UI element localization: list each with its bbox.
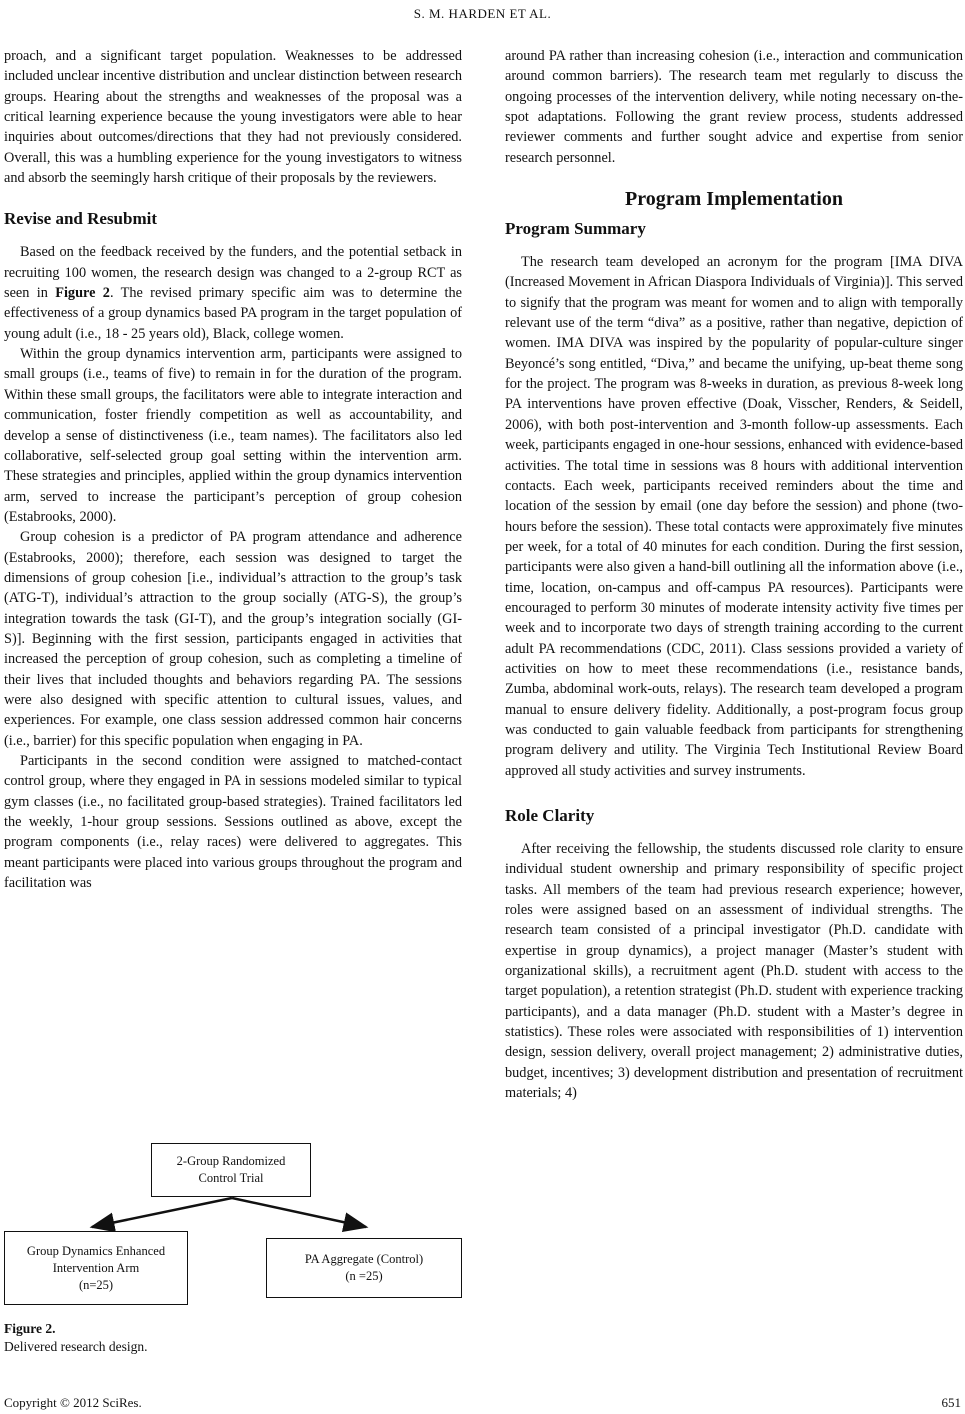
box-randomized-trial: [151, 1143, 311, 1197]
box-line: Control Trial: [198, 1171, 264, 1185]
heading-role-clarity: Role Clarity: [505, 806, 595, 825]
box-line: PA Aggregate (Control): [304, 1252, 424, 1266]
box-line: 2-Group Randomized: [176, 1154, 286, 1168]
arrow-to-control: [232, 1198, 366, 1227]
figure-reference: Figure 2: [55, 285, 110, 302]
running-head: S. M. HARDEN ET AL.: [413, 6, 552, 21]
footer-page-number: 651: [941, 1395, 961, 1410]
text-segment: Based on the feedback received by the funders, and the potential setback in recruiting 100 women, the research design was changed to a 2-group RCT as seen in: [4, 244, 462, 302]
heading-program-summary: Program Summary: [505, 219, 646, 239]
left-column: [4, 46, 462, 893]
footer-copyright: Copyright © 2012 SciRes.: [4, 1395, 142, 1410]
box-line: Intervention Arm: [52, 1260, 140, 1275]
heading-program-implementation: Program Implementation: [625, 188, 843, 211]
paragraph-role-clarity: After receiving the fellowship, the students discussed role clarity to ensure individual student ownership and primary responsibility of specific project tasks. All members of the team had previous research experience; however, roles were assigned based on an assessment of individual strengths. The research team consisted of a principal investigator (Ph.D. candidate with expertise in group dynamics), a project manager (Master’s student with organizational skills), a recruitment agent (Ph.D. student with access to the target population), a retention strategist (Ph.D. student with experience tracking participants), and a data manager (Ph.D. student with a Master’s degree in statistics). These roles were associated with responsibilities of 1) intervention design, session delivery, overall project management; 2) administrative duties, budget, incentives; 3) development distribution and presentation of recruitment materials; 4): [505, 841, 963, 1102]
text-segment: . The revised primary specific aim was to determine the effectiveness of a group dynamics based PA program in the target population of young adult (i.e., 18 - 25 years old), Black, college women.: [4, 285, 462, 342]
figure-caption-text: Delivered research design.: [4, 1339, 148, 1354]
box-intervention-arm: [4, 1231, 188, 1305]
arrow-to-intervention: [92, 1198, 232, 1227]
heading-revise-and-resubmit: Revise and Resubmit: [4, 209, 158, 229]
figure-caption: [4, 1320, 148, 1356]
box-control: [266, 1238, 462, 1298]
paragraph-revise-1: [4, 242, 462, 344]
paragraph-revise-4: Participants in the second condition were assigned to matched-contact control group, where they engaged in PA in sessions modeled similar to typical gym classes (i.e., no facilitated group-based strategies). Trained facilitators led the weekly, 1-hour group sessions. Sessions outlined as above, except the program components (i.e., relay races) were delivered to aggregates. This meant participants were placed into various groups throughout the program and facilitation was: [4, 753, 462, 892]
paragraph-intro: proach, and a significant target population. Weaknesses to be addressed included unclear incentive distribution and unclear distinction between research groups. Hearing about the strengths and weaknesses of the proposal was a critical learning experience because the young investigators were able to hear inquiries about outcomes/directions that they had not previously considered. Overall, this was a humbling experience for the young investigators to witness and absorb the seemingly harsh critique of their proposals by the reviewers.: [4, 48, 462, 187]
paragraph-program-summary: The research team developed an acronym for the program [IMA DIVA (Increased Movement in African Diaspora Individuals of Virginia)]. This served to signify that the program was meant for women and to align with temporally relevant use of the term “diva” as a positive, rather than negative, depiction of women. IMA DIVA was inspired by the popularity of popular-culture singer Beyoncé’s song entitled, “Diva,” and became the unifying, up-beat theme song for the project. The program was 8-weeks in duration, as previous 8-week long PA interventions have proven effective (Doak, Visscher, Renders, & Seidell, 2006), with both post-intervention and 3-month follow-up assessments. Each week, participants engaged in one-hour sessions, enhanced with evidence-based activities. The total time in sessions was 8 hours with additional intervention contacts. Each week, participants received reminders about the time and location of the session by email (one day before the session) and phone (two-hours before the session). These total contacts were approximately five minutes per week, for a total of 40 minutes for each condition. During the first session, participants were also given a hand-bill outlining all the information above (i.e., time, location, on-campus and off-campus PA resources). Participants were encouraged to perform 30 minutes of moderate intensity activity five times per week and to incorporate two days of strength training according to the current adult PA recommendations (CDC, 2011). Class sessions provided a variety of activities on how to meet these recommendations (i.e., resistance bands, Zumba, abdominal work-outs, relays). The research team developed a program manual to ensure delivery fidelity. Additionally, a post-program focus group was conducted to gain valuable feedback from participants for strengthening program delivery and utility. The Virginia Tech Institutional Review Board approved all study activities and survey instruments.: [505, 254, 963, 779]
box-line: (n=25): [78, 1277, 114, 1292]
box-line: Group Dynamics Enhanced: [26, 1243, 166, 1258]
paragraph-revise-2: Within the group dynamics intervention arm, participants were assigned to small groups (i.e., teams of five) to remain in for the duration of the program. Within these small groups, the facilitators were able to integrate interaction and communication, foster friendly competition as well as accountability, and develop a sense of distinctiveness (i.e., team names). The facilitators also led collaborative, self-selected group goal setting within the intervention arm. These strategies and principles, applied within the group dynamics intervention arm, served to increase the participant’s perception of group cohesion (Estabrooks, 2000).: [4, 346, 462, 525]
paragraph-continued: around PA rather than increasing cohesion (i.e., interaction and communication around common barriers). The research team met regularly to discuss the ongoing processes of the intervention delivery, while noting necessary on-the-spot adaptations. Following the grant review process, students addressed reviewer comments and further sought advice and expertise from senior research personnel.: [505, 48, 963, 166]
box-line: (n =25): [345, 1269, 383, 1283]
figure-2-diagram: [4, 1140, 462, 1320]
figure-caption-label: Figure 2.: [4, 1321, 56, 1336]
paragraph-revise-3: Group cohesion is a predictor of PA program attendance and adherence (Estabrooks, 2000); therefore, each session was designed to target the dimensions of group cohesion [i.e., individual’s attraction to the group’s task (ATG-T), individual’s attraction to the group socially (ATG-S), the group’s integration towards the task (GI-T), and the group’s integration socially (GI-S)]. Beginning with the first session, participants engaged in activities that increased the perception of group cohesion, such as completing a timeline of their lives that included thoughts and behaviors regarding PA. The sessions were also designed with specific attention to cultural issues, values, and experiences. For example, one class session addressed common hair concerns (i.e., barrier) for this specific population when engaging in PA.: [4, 529, 462, 749]
right-column: [505, 46, 963, 1103]
